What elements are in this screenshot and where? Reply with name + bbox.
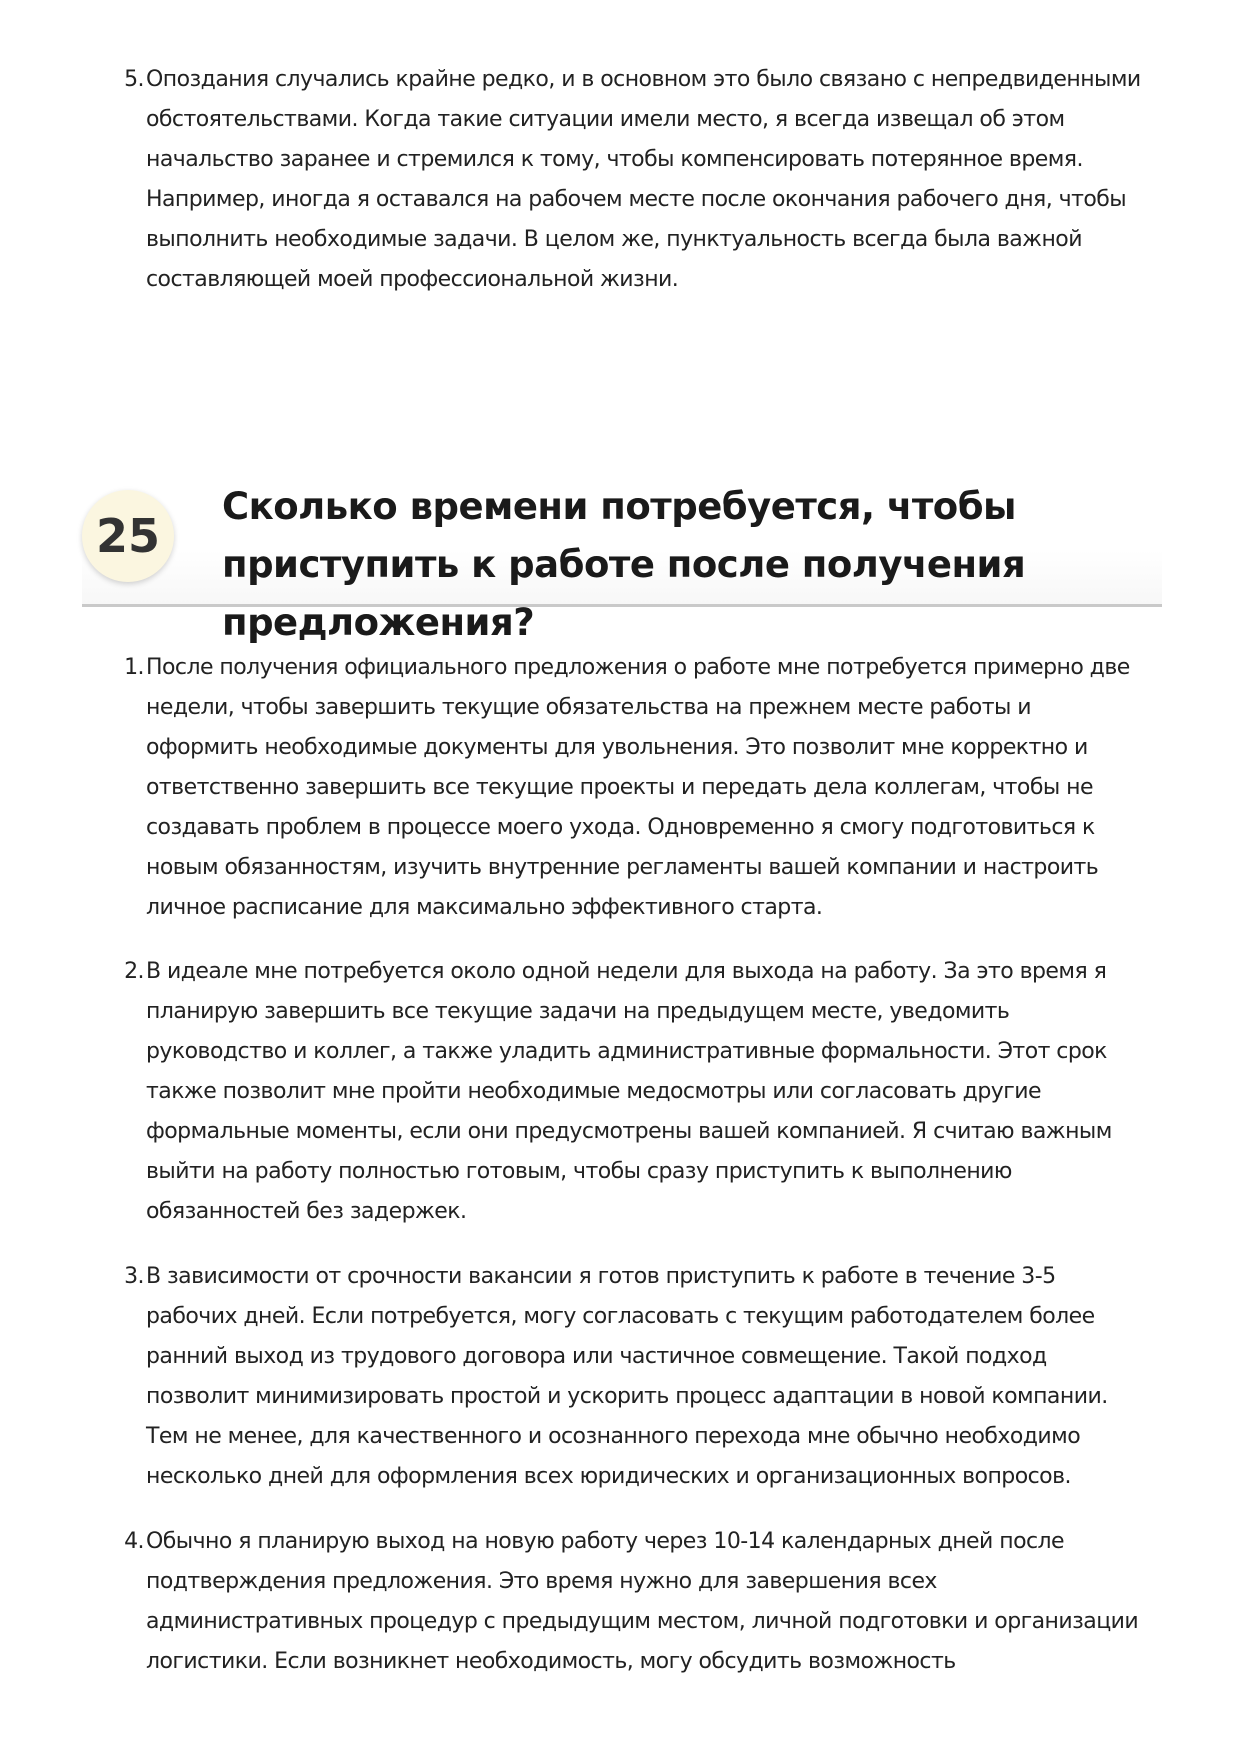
question-header <box>82 470 1162 644</box>
answer-item-2 <box>118 952 1148 1232</box>
answer-item-4 <box>118 1522 1148 1682</box>
item-text: Обычно я планирую выход на новую работу через 10-14 календарных дней после подтверждения предложения. Это время нужно для завершения всех административных процедур с предыдущим местом, личной подготовки и организации логистики. Если возникнет необходимость, могу обсудить возможность <box>146 1529 1139 1674</box>
item-text: После получения официального предложения о работе мне потребуется примерно две недели, чтобы завершить текущие обязательства на прежнем месте работы и оформить необходимые документы для увольнения. Это позволит мне корректно и ответственно завершить все текущие проекты и передать дела коллегам, чтобы не создавать проблем в процессе моего ухода. Одновременно я смогу подготовиться к новым обязанностям, изучить внутренние регламенты вашей компании и настроить личное расписание для максимально эффективного старта. <box>146 655 1130 920</box>
item-number: 2. <box>124 959 144 984</box>
answer-item-1 <box>118 648 1148 928</box>
item-text: В идеале мне потребуется около одной недели для выхода на работу. За это время я планирую завершить все текущие задачи на предыдущем месте, уведомить руководство и коллег, а также уладить административные формальности. Этот срок также позволит мне пройти необходимые медосмотры или согласовать другие формальные моменты, если они предусмотрены вашей компанией. Я считаю важным выйти на работу полностью готовым, чтобы сразу приступить к выполнению обязанностей без задержек. <box>146 959 1112 1224</box>
item-number: 5. <box>124 67 144 92</box>
item-number: 4. <box>124 1529 144 1554</box>
question-number-badge: 25 <box>82 490 174 582</box>
item-number: 1. <box>124 655 144 680</box>
item-text: В зависимости от срочности вакансии я готов приступить к работе в течение 3-5 рабочих дней. Если потребуется, могу согласовать с текущим работодателем более ранний выход из трудового договора или частичное совмещение. Такой подход позволит минимизировать простой и ускорить процесс адаптации в новой компании. Тем не менее, для качественного и осознанного перехода мне обычно необходимо несколько дней для оформления всех юридических и организационных вопросов. <box>146 1264 1108 1489</box>
question-title: Сколько времени потребуется, чтобы приступить к работе после получения предложения? <box>222 485 1026 644</box>
answer-item-3 <box>118 1257 1148 1497</box>
prev-answer-item-5 <box>118 60 1148 300</box>
item-text: Опоздания случались крайне редко, и в основном это было связано с непредвиденными обстоятельствами. Когда такие ситуации имели место, я всегда извещал об этом начальство заранее и стремился к тому, чтобы компенсировать потерянное время. Например, иногда я оставался на рабочем месте после окончания рабочего дня, чтобы выполнить необходимые задачи. В целом же, пунктуальность всегда была важной составляющей моей профессиональной жизни. <box>146 67 1141 292</box>
item-number: 3. <box>124 1264 144 1289</box>
